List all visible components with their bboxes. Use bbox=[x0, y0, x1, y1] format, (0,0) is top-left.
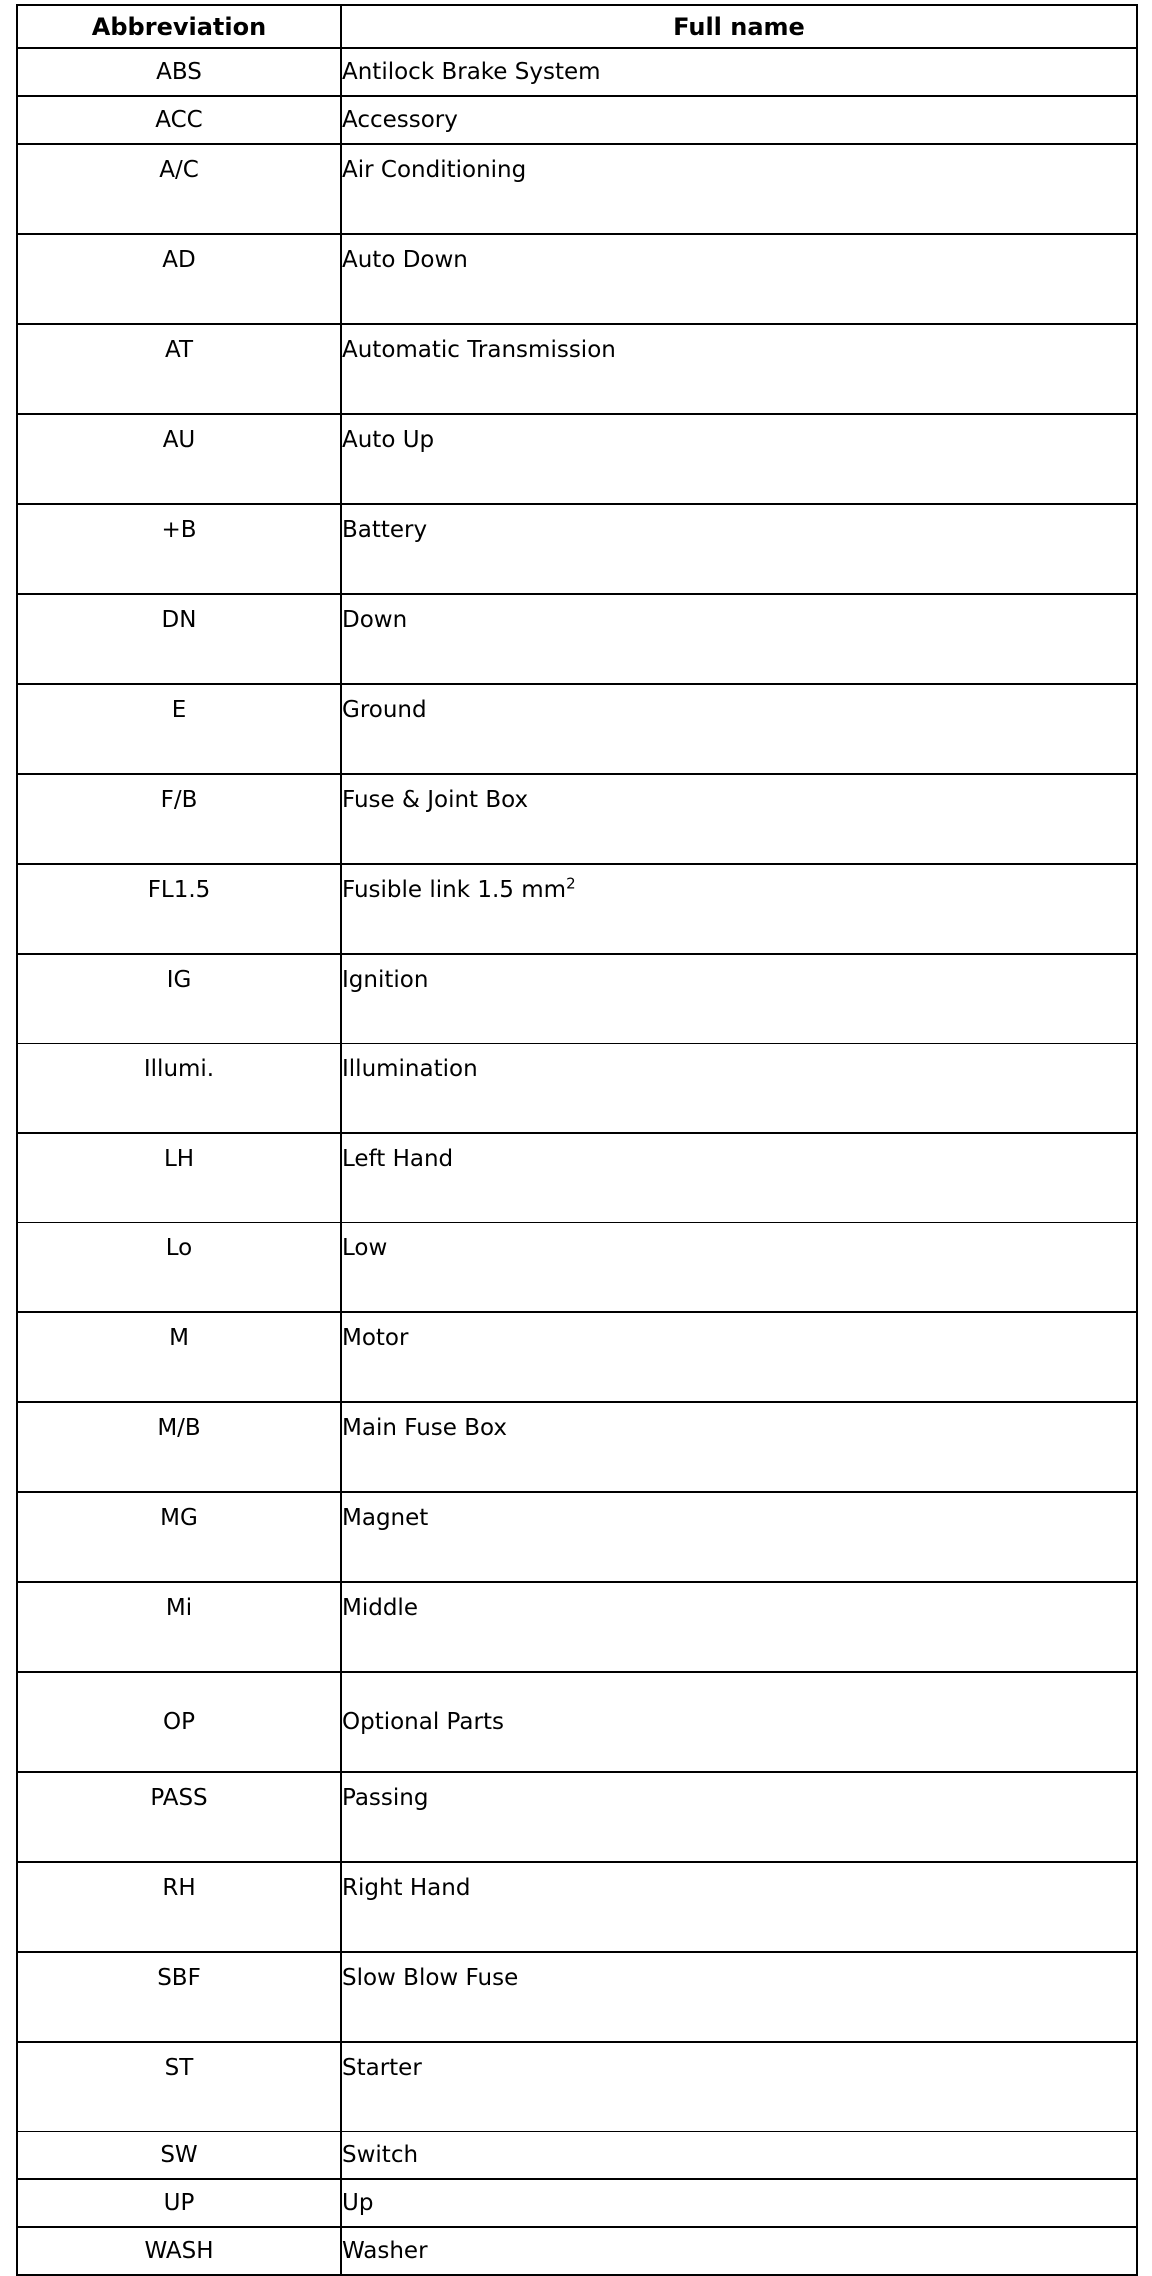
full-name-cell: Washer bbox=[341, 2227, 1137, 2275]
full-name-cell: Switch bbox=[341, 2132, 1137, 2180]
table-row bbox=[17, 594, 1137, 684]
header-full-name: Full name bbox=[341, 5, 1137, 48]
full-name-cell: Antilock Brake System bbox=[341, 48, 1137, 96]
abbreviation-cell: PASS bbox=[17, 1772, 341, 1862]
full-name-cell: Battery bbox=[341, 504, 1137, 594]
abbreviation-cell: ACC bbox=[17, 96, 341, 144]
abbreviation-cell: FL1.5 bbox=[17, 864, 341, 954]
full-name-cell: Right Hand bbox=[341, 1862, 1137, 1952]
abbreviation-cell: OP bbox=[17, 1672, 341, 1772]
full-name-cell: Main Fuse Box bbox=[341, 1402, 1137, 1492]
full-name-cell: Magnet bbox=[341, 1492, 1137, 1582]
abbreviation-cell: E bbox=[17, 684, 341, 774]
abbreviation-cell: Mi bbox=[17, 1582, 341, 1672]
full-name-cell: Auto Down bbox=[341, 234, 1137, 324]
table-row bbox=[17, 504, 1137, 594]
table-row bbox=[17, 1672, 1137, 1772]
abbreviation-cell: M bbox=[17, 1312, 341, 1402]
table-row bbox=[17, 2132, 1137, 2180]
full-name-cell bbox=[341, 864, 1137, 954]
table-header-row bbox=[17, 5, 1137, 48]
full-name-cell: Up bbox=[341, 2179, 1137, 2227]
full-name-cell: Left Hand bbox=[341, 1133, 1137, 1223]
full-name-cell: Accessory bbox=[341, 96, 1137, 144]
table-row bbox=[17, 774, 1137, 864]
table-row bbox=[17, 324, 1137, 414]
full-name-cell: Illumination bbox=[341, 1044, 1137, 1134]
table-row bbox=[17, 684, 1137, 774]
table-row bbox=[17, 864, 1137, 954]
table-row bbox=[17, 1952, 1137, 2042]
table-row bbox=[17, 234, 1137, 324]
table-row bbox=[17, 1223, 1137, 1313]
header-abbreviation: Abbreviation bbox=[17, 5, 341, 48]
abbreviation-cell: AU bbox=[17, 414, 341, 504]
full-name-cell: Auto Up bbox=[341, 414, 1137, 504]
abbreviation-cell: A/C bbox=[17, 144, 341, 234]
table-row bbox=[17, 1044, 1137, 1134]
abbreviation-cell: M/B bbox=[17, 1402, 341, 1492]
full-name-cell: Starter bbox=[341, 2042, 1137, 2132]
full-name-cell: Automatic Transmission bbox=[341, 324, 1137, 414]
full-name-cell: Air Conditioning bbox=[341, 144, 1137, 234]
abbreviation-cell: F/B bbox=[17, 774, 341, 864]
abbreviation-cell: UP bbox=[17, 2179, 341, 2227]
full-name-text: Fusible link 1.5 mm bbox=[342, 877, 567, 903]
table-row bbox=[17, 1312, 1137, 1402]
abbreviation-cell: WASH bbox=[17, 2227, 341, 2275]
full-name-cell: Passing bbox=[341, 1772, 1137, 1862]
table-row bbox=[17, 2179, 1137, 2227]
abbreviation-cell: SBF bbox=[17, 1952, 341, 2042]
full-name-cell: Motor bbox=[341, 1312, 1137, 1402]
abbreviation-cell: IG bbox=[17, 954, 341, 1044]
full-name-cell: Down bbox=[341, 594, 1137, 684]
full-name-cell: Middle bbox=[341, 1582, 1137, 1672]
table-row bbox=[17, 1772, 1137, 1862]
table-row bbox=[17, 1492, 1137, 1582]
abbreviation-cell: RH bbox=[17, 1862, 341, 1952]
table-row bbox=[17, 96, 1137, 144]
full-name-cell: Low bbox=[341, 1223, 1137, 1313]
table-row bbox=[17, 144, 1137, 234]
abbreviation-cell: DN bbox=[17, 594, 341, 684]
table-row bbox=[17, 2042, 1137, 2132]
full-name-cell: Ground bbox=[341, 684, 1137, 774]
table-row bbox=[17, 954, 1137, 1044]
table-row bbox=[17, 1862, 1137, 1952]
table-row bbox=[17, 2227, 1137, 2275]
abbreviation-cell: AD bbox=[17, 234, 341, 324]
full-name-cell: Fuse & Joint Box bbox=[341, 774, 1137, 864]
abbreviation-table bbox=[16, 4, 1138, 2276]
abbreviation-cell: SW bbox=[17, 2132, 341, 2180]
abbreviation-cell: Lo bbox=[17, 1223, 341, 1313]
abbreviation-cell: ABS bbox=[17, 48, 341, 96]
abbreviation-cell: LH bbox=[17, 1133, 341, 1223]
table-row bbox=[17, 1582, 1137, 1672]
abbreviation-cell: MG bbox=[17, 1492, 341, 1582]
abbreviation-cell: AT bbox=[17, 324, 341, 414]
table-row bbox=[17, 414, 1137, 504]
full-name-cell: Ignition bbox=[341, 954, 1137, 1044]
table-row bbox=[17, 48, 1137, 96]
abbreviation-cell: ST bbox=[17, 2042, 341, 2132]
superscript-squared: 2 bbox=[566, 874, 576, 893]
full-name-cell: Optional Parts bbox=[341, 1672, 1137, 1772]
abbreviation-cell: +B bbox=[17, 504, 341, 594]
full-name-cell: Slow Blow Fuse bbox=[341, 1952, 1137, 2042]
table-row bbox=[17, 1402, 1137, 1492]
abbreviation-cell: Illumi. bbox=[17, 1044, 341, 1134]
table-row bbox=[17, 1133, 1137, 1223]
